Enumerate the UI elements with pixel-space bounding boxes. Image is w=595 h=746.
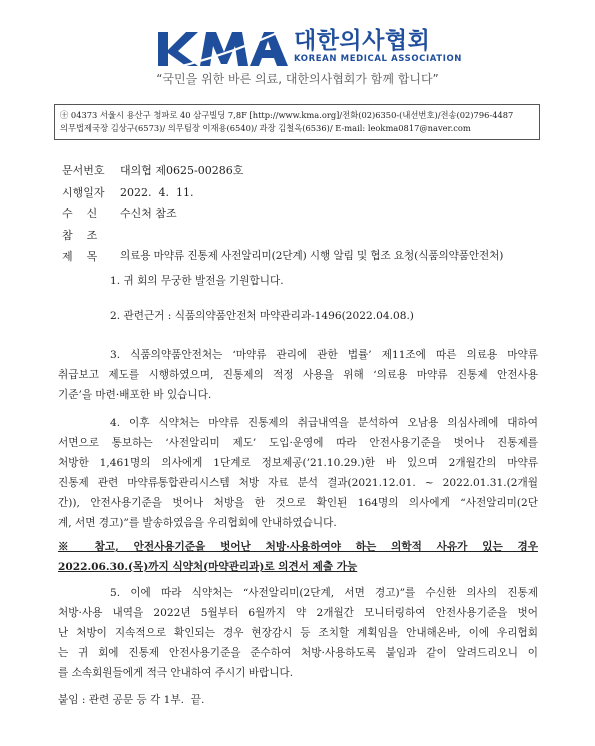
date-label: 시행일자: [62, 185, 105, 199]
notice-paragraph: [58, 537, 538, 577]
contact-address-box: [54, 104, 540, 140]
subject-value: 의료용 마약류 진통제 사전알리미(2단계) 시행 알림 및 협조 요청(식품의약품안전처): [120, 250, 504, 262]
association-name-korean: 대한의사협회: [294, 28, 431, 54]
subject-label: 제 목: [62, 250, 98, 263]
paragraph-3-line: 취급보고 제도를 시행하였으며, 진통제의 적정 사용을 위해 ‘의료용 마약류 진통제 안전사용: [58, 369, 538, 381]
paragraph-2: 2. 관련근거 : 식품의약품안전처 마약관리과-1496(2022.04.08.): [110, 310, 414, 322]
paragraph-5: [58, 583, 538, 683]
address-line-1: ㊉ 04373 서울시 용산구 청파로 40 삼구빌딩 7,8F [http://www.kma.org]/전화(02)6350-(내선번호)/전송(02)796-4487: [60, 110, 514, 120]
document-metadata: [62, 160, 562, 268]
paragraph-4-line: 처방한 1,461명의 의사에게 1단계로 정보제공(’21.10.29.)한 바 있으며 2개월간의 마약류: [58, 457, 538, 469]
paragraph-4-line: 서면으로 통보하는 ‘사전알리미 제도’ 도입·운영에 따라 안전사용기준을 벗어나 진통제를: [58, 437, 538, 449]
document-number-row: [62, 160, 562, 182]
paragraph-1: 1. 귀 회의 무궁한 발전을 기원합니다.: [110, 275, 284, 287]
notice-line: 2022.06.30.(목)까지 식약처(마약관리과)로 의견서 제출 가능: [58, 561, 358, 573]
date-value: 2022. 4. 11.: [120, 185, 194, 199]
document-number: 대의협 제0625-00286호: [120, 164, 244, 177]
slogan: “국민을 위한 바른 의료, 대한의사협회가 함께 합니다”: [156, 72, 439, 86]
paragraph-4: [58, 413, 538, 533]
paragraph-5-line: 5. 이에 따라 식약처는 “사전알리미(2단계, 서면 경고)”를 수신한 의사의 진통제: [110, 587, 538, 599]
letterhead: [0, 0, 595, 95]
paragraph-3-line: 3. 식품의약품안전처는 ‘마약류 관리에 관한 법률’ 제11조에 따른 의료용 마약류: [110, 349, 538, 361]
paragraph-5-line: 를 소속회원들에게 적극 안내하여 주시기 바랍니다.: [58, 667, 294, 679]
document-number-label: 문서번호: [62, 164, 105, 177]
paragraph-5-line: 는 귀 회에 진통제 안전사용기준을 준수하여 처방·사용하도록 붙임과 같이 알려드리오니 이: [58, 647, 538, 659]
contact-line-2: 의무법제국장 김상구(6573)/ 의무팀장 이재용(6540)/ 과장 김철옥(6536)/ E-mail: leokma0817@naver.com: [60, 123, 471, 133]
kma-logo-mark: [156, 26, 288, 72]
association-name-english: KOREAN MEDICAL ASSOCIATION: [294, 54, 462, 64]
attachment-note: 붙임 : 관련 공문 등 각 1부. 끝.: [58, 694, 205, 706]
recipient-value: 수신처 참조: [120, 207, 177, 220]
paragraph-5-line: 처방·사용 내역을 2022년 5월부터 6월까지 약 2개월간 모니터링하여 안전사용기준을 벗어: [58, 607, 538, 619]
paragraph-4-line: 진통제 관련 마약류통합관리시스템 처방 자료 분석 결과(2021.12.01. ~ 2022.01.31.(2개월: [58, 477, 538, 489]
reference-row: [62, 225, 562, 247]
paragraph-5-line: 난 처방이 지속적으로 확인되는 경우 현장감시 등 조치할 계획임을 안내해온바, 이에 우리협회: [58, 627, 538, 639]
paragraph-3-line: 기준’을 마련·배포한 바 있습니다.: [58, 389, 212, 401]
paragraph-3: [58, 345, 538, 405]
date-row: [62, 182, 562, 204]
paragraph-4-line: 4. 이후 식약처는 마약류 진통제의 취급내역을 분석하여 오남용 의심사례에 대하여: [110, 417, 538, 429]
reference-label: 참 조: [62, 228, 98, 242]
subject-row: [62, 246, 562, 268]
recipient-row: [62, 203, 562, 225]
paragraph-4-line: 계, 서면 경고)”를 발송하였음을 우리협회에 안내하였습니다.: [58, 517, 337, 529]
paragraph-4-line: 간)), 안전사용기준을 벗어나 처방을 한 것으로 확인된 164명의 의사에게 “사전알리미(2단: [58, 497, 538, 509]
recipient-label: 수 신: [62, 207, 98, 220]
kma-logo: [156, 26, 462, 74]
notice-line: ※ 참고, 안전사용기준을 벗어난 처방·사용하여야 하는 의학적 사유가 있는 경우: [58, 541, 538, 553]
